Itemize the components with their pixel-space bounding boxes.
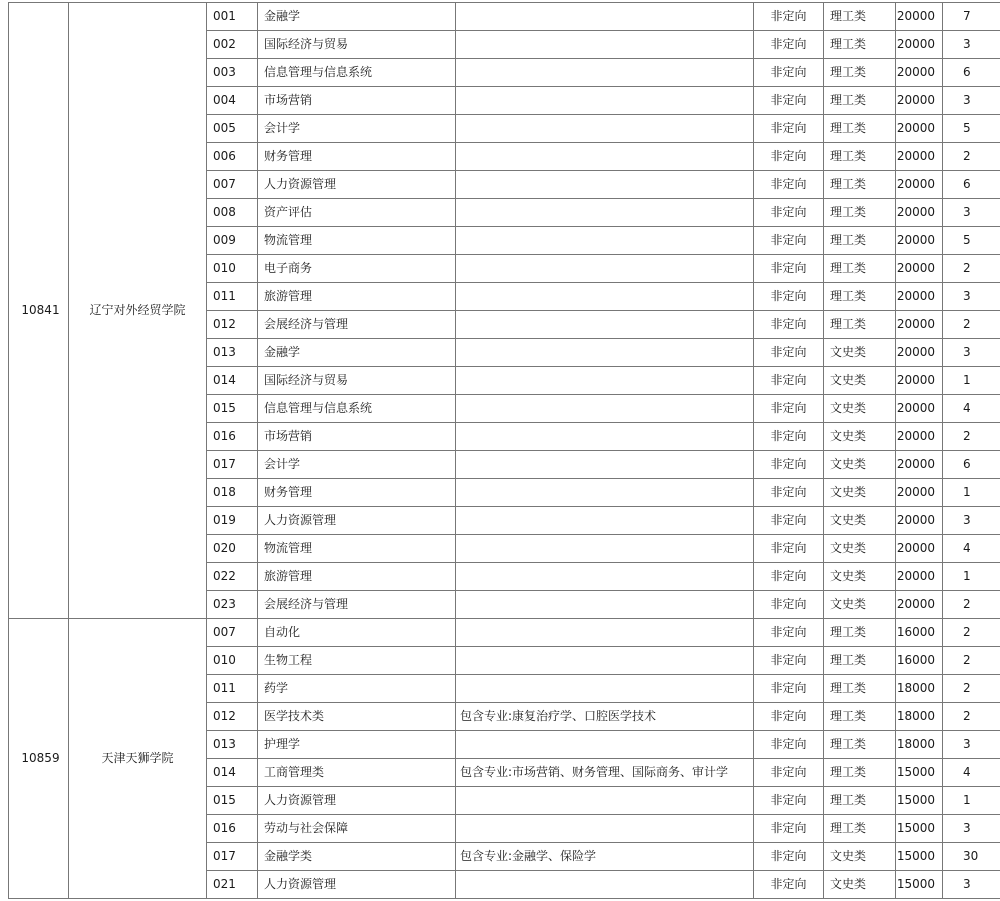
plan-type-cell: 非定向 xyxy=(754,619,824,647)
major-code-cell: 017 xyxy=(207,451,258,479)
plan-type-cell: 非定向 xyxy=(754,787,824,815)
major-name-cell: 人力资源管理 xyxy=(258,171,456,199)
major-code-cell: 016 xyxy=(207,423,258,451)
major-note-cell xyxy=(456,815,754,843)
subject-category-cell: 文史类 xyxy=(824,871,896,899)
tuition-cell: 16000 xyxy=(896,647,943,675)
major-note-cell xyxy=(456,311,754,339)
institution-name-cell: 辽宁对外经贸学院 xyxy=(69,3,207,619)
plan-type-cell: 非定向 xyxy=(754,451,824,479)
major-name-cell: 药学 xyxy=(258,675,456,703)
tuition-cell: 20000 xyxy=(896,283,943,311)
major-note-cell xyxy=(456,423,754,451)
plan-type-cell: 非定向 xyxy=(754,759,824,787)
tuition-cell: 20000 xyxy=(896,255,943,283)
subject-category-cell: 理工类 xyxy=(824,311,896,339)
major-note-cell xyxy=(456,479,754,507)
subject-category-cell: 理工类 xyxy=(824,619,896,647)
quota-cell: 3 xyxy=(943,871,1000,899)
plan-type-cell: 非定向 xyxy=(754,199,824,227)
plan-type-cell: 非定向 xyxy=(754,591,824,619)
plan-type-cell: 非定向 xyxy=(754,507,824,535)
plan-type-cell: 非定向 xyxy=(754,115,824,143)
quota-cell: 3 xyxy=(943,31,1000,59)
subject-category-cell: 理工类 xyxy=(824,283,896,311)
tuition-cell: 20000 xyxy=(896,3,943,31)
subject-category-cell: 理工类 xyxy=(824,3,896,31)
tuition-cell: 20000 xyxy=(896,171,943,199)
major-code-cell: 001 xyxy=(207,3,258,31)
subject-category-cell: 文史类 xyxy=(824,535,896,563)
major-code-cell: 021 xyxy=(207,871,258,899)
subject-category-cell: 文史类 xyxy=(824,451,896,479)
tuition-cell: 20000 xyxy=(896,115,943,143)
major-name-cell: 金融学 xyxy=(258,3,456,31)
major-name-cell: 会展经济与管理 xyxy=(258,591,456,619)
plan-type-cell: 非定向 xyxy=(754,311,824,339)
tuition-cell: 15000 xyxy=(896,871,943,899)
major-code-cell: 003 xyxy=(207,59,258,87)
quota-cell: 6 xyxy=(943,171,1000,199)
major-note-cell xyxy=(456,591,754,619)
major-code-cell: 012 xyxy=(207,311,258,339)
table-row xyxy=(9,3,1000,31)
subject-category-cell: 理工类 xyxy=(824,227,896,255)
subject-category-cell: 理工类 xyxy=(824,31,896,59)
major-name-cell: 旅游管理 xyxy=(258,563,456,591)
subject-category-cell: 理工类 xyxy=(824,703,896,731)
major-code-cell: 013 xyxy=(207,731,258,759)
quota-cell: 3 xyxy=(943,507,1000,535)
major-name-cell: 金融学 xyxy=(258,339,456,367)
subject-category-cell: 文史类 xyxy=(824,479,896,507)
quota-cell: 3 xyxy=(943,339,1000,367)
major-code-cell: 005 xyxy=(207,115,258,143)
plan-type-cell: 非定向 xyxy=(754,255,824,283)
quota-cell: 2 xyxy=(943,591,1000,619)
subject-category-cell: 文史类 xyxy=(824,367,896,395)
subject-category-cell: 理工类 xyxy=(824,255,896,283)
major-name-cell: 国际经济与贸易 xyxy=(258,367,456,395)
plan-type-cell: 非定向 xyxy=(754,731,824,759)
major-code-cell: 002 xyxy=(207,31,258,59)
quota-cell: 1 xyxy=(943,787,1000,815)
quota-cell: 2 xyxy=(943,143,1000,171)
major-name-cell: 财务管理 xyxy=(258,143,456,171)
tuition-cell: 18000 xyxy=(896,703,943,731)
tuition-cell: 18000 xyxy=(896,731,943,759)
major-note-cell: 包含专业:市场营销、财务管理、国际商务、审计学 xyxy=(456,759,754,787)
quota-cell: 1 xyxy=(943,563,1000,591)
plan-type-cell: 非定向 xyxy=(754,31,824,59)
quota-cell: 2 xyxy=(943,675,1000,703)
major-name-cell: 国际经济与贸易 xyxy=(258,31,456,59)
tuition-cell: 20000 xyxy=(896,423,943,451)
tuition-cell: 20000 xyxy=(896,143,943,171)
plan-type-cell: 非定向 xyxy=(754,815,824,843)
quota-cell: 4 xyxy=(943,535,1000,563)
major-name-cell: 人力资源管理 xyxy=(258,787,456,815)
plan-type-cell: 非定向 xyxy=(754,171,824,199)
admission-plan-table xyxy=(8,2,1000,899)
major-note-cell xyxy=(456,871,754,899)
tuition-cell: 20000 xyxy=(896,227,943,255)
major-note-cell xyxy=(456,451,754,479)
major-note-cell xyxy=(456,619,754,647)
major-code-cell: 007 xyxy=(207,171,258,199)
quota-cell: 4 xyxy=(943,759,1000,787)
plan-type-cell: 非定向 xyxy=(754,535,824,563)
major-note-cell xyxy=(456,199,754,227)
major-code-cell: 018 xyxy=(207,479,258,507)
tuition-cell: 20000 xyxy=(896,59,943,87)
plan-type-cell: 非定向 xyxy=(754,479,824,507)
major-note-cell xyxy=(456,59,754,87)
major-note-cell xyxy=(456,339,754,367)
institution-code-cell: 10859 xyxy=(9,619,69,899)
tuition-cell: 15000 xyxy=(896,843,943,871)
subject-category-cell: 文史类 xyxy=(824,591,896,619)
plan-type-cell: 非定向 xyxy=(754,647,824,675)
major-note-cell xyxy=(456,283,754,311)
subject-category-cell: 理工类 xyxy=(824,787,896,815)
major-name-cell: 金融学类 xyxy=(258,843,456,871)
plan-type-cell: 非定向 xyxy=(754,59,824,87)
subject-category-cell: 理工类 xyxy=(824,143,896,171)
subject-category-cell: 理工类 xyxy=(824,87,896,115)
major-name-cell: 资产评估 xyxy=(258,199,456,227)
plan-type-cell: 非定向 xyxy=(754,367,824,395)
major-code-cell: 011 xyxy=(207,675,258,703)
quota-cell: 2 xyxy=(943,255,1000,283)
tuition-cell: 20000 xyxy=(896,535,943,563)
subject-category-cell: 理工类 xyxy=(824,115,896,143)
tuition-cell: 20000 xyxy=(896,507,943,535)
major-name-cell: 会计学 xyxy=(258,451,456,479)
major-note-cell: 包含专业:金融学、保险学 xyxy=(456,843,754,871)
major-name-cell: 物流管理 xyxy=(258,227,456,255)
subject-category-cell: 理工类 xyxy=(824,731,896,759)
major-note-cell xyxy=(456,31,754,59)
plan-type-cell: 非定向 xyxy=(754,675,824,703)
plan-type-cell: 非定向 xyxy=(754,871,824,899)
quota-cell: 5 xyxy=(943,227,1000,255)
major-note-cell xyxy=(456,535,754,563)
table-row xyxy=(9,619,1000,647)
major-name-cell: 自动化 xyxy=(258,619,456,647)
tuition-cell: 20000 xyxy=(896,367,943,395)
major-note-cell xyxy=(456,675,754,703)
major-note-cell xyxy=(456,87,754,115)
major-name-cell: 会展经济与管理 xyxy=(258,311,456,339)
quota-cell: 6 xyxy=(943,59,1000,87)
institution-code-cell: 10841 xyxy=(9,3,69,619)
subject-category-cell: 理工类 xyxy=(824,815,896,843)
major-note-cell xyxy=(456,367,754,395)
quota-cell: 30 xyxy=(943,843,1000,871)
tuition-cell: 18000 xyxy=(896,675,943,703)
major-code-cell: 014 xyxy=(207,367,258,395)
quota-cell: 2 xyxy=(943,703,1000,731)
tuition-cell: 20000 xyxy=(896,339,943,367)
tuition-cell: 16000 xyxy=(896,619,943,647)
major-code-cell: 016 xyxy=(207,815,258,843)
quota-cell: 6 xyxy=(943,451,1000,479)
plan-type-cell: 非定向 xyxy=(754,283,824,311)
subject-category-cell: 文史类 xyxy=(824,563,896,591)
subject-category-cell: 理工类 xyxy=(824,647,896,675)
quota-cell: 2 xyxy=(943,647,1000,675)
plan-type-cell: 非定向 xyxy=(754,563,824,591)
major-name-cell: 人力资源管理 xyxy=(258,507,456,535)
plan-type-cell: 非定向 xyxy=(754,143,824,171)
major-note-cell xyxy=(456,395,754,423)
major-name-cell: 工商管理类 xyxy=(258,759,456,787)
quota-cell: 5 xyxy=(943,115,1000,143)
major-name-cell: 旅游管理 xyxy=(258,283,456,311)
tuition-cell: 20000 xyxy=(896,451,943,479)
major-note-cell xyxy=(456,787,754,815)
subject-category-cell: 文史类 xyxy=(824,507,896,535)
quota-cell: 1 xyxy=(943,479,1000,507)
plan-type-cell: 非定向 xyxy=(754,843,824,871)
major-name-cell: 医学技术类 xyxy=(258,703,456,731)
institution-name-cell: 天津天狮学院 xyxy=(69,619,207,899)
tuition-cell: 20000 xyxy=(896,31,943,59)
plan-type-cell: 非定向 xyxy=(754,423,824,451)
tuition-cell: 15000 xyxy=(896,759,943,787)
subject-category-cell: 理工类 xyxy=(824,199,896,227)
quota-cell: 3 xyxy=(943,283,1000,311)
subject-category-cell: 文史类 xyxy=(824,423,896,451)
major-code-cell: 014 xyxy=(207,759,258,787)
major-code-cell: 019 xyxy=(207,507,258,535)
major-note-cell: 包含专业:康复治疗学、口腔医学技术 xyxy=(456,703,754,731)
major-note-cell xyxy=(456,3,754,31)
quota-cell: 3 xyxy=(943,731,1000,759)
major-name-cell: 生物工程 xyxy=(258,647,456,675)
quota-cell: 2 xyxy=(943,423,1000,451)
major-name-cell: 财务管理 xyxy=(258,479,456,507)
quota-cell: 4 xyxy=(943,395,1000,423)
major-code-cell: 017 xyxy=(207,843,258,871)
tuition-cell: 20000 xyxy=(896,199,943,227)
major-code-cell: 010 xyxy=(207,255,258,283)
major-note-cell xyxy=(456,563,754,591)
major-note-cell xyxy=(456,647,754,675)
plan-type-cell: 非定向 xyxy=(754,703,824,731)
major-name-cell: 劳动与社会保障 xyxy=(258,815,456,843)
major-code-cell: 007 xyxy=(207,619,258,647)
quota-cell: 7 xyxy=(943,3,1000,31)
major-name-cell: 人力资源管理 xyxy=(258,871,456,899)
plan-type-cell: 非定向 xyxy=(754,395,824,423)
major-name-cell: 护理学 xyxy=(258,731,456,759)
plan-type-cell: 非定向 xyxy=(754,87,824,115)
major-code-cell: 015 xyxy=(207,395,258,423)
major-note-cell xyxy=(456,171,754,199)
major-code-cell: 022 xyxy=(207,563,258,591)
tuition-cell: 20000 xyxy=(896,395,943,423)
tuition-cell: 20000 xyxy=(896,591,943,619)
quota-cell: 1 xyxy=(943,367,1000,395)
major-name-cell: 信息管理与信息系统 xyxy=(258,395,456,423)
major-note-cell xyxy=(456,227,754,255)
subject-category-cell: 文史类 xyxy=(824,339,896,367)
major-code-cell: 011 xyxy=(207,283,258,311)
plan-type-cell: 非定向 xyxy=(754,3,824,31)
quota-cell: 3 xyxy=(943,815,1000,843)
major-code-cell: 020 xyxy=(207,535,258,563)
tuition-cell: 20000 xyxy=(896,311,943,339)
tuition-cell: 15000 xyxy=(896,787,943,815)
major-note-cell xyxy=(456,115,754,143)
major-code-cell: 010 xyxy=(207,647,258,675)
tuition-cell: 20000 xyxy=(896,479,943,507)
major-code-cell: 013 xyxy=(207,339,258,367)
tuition-cell: 15000 xyxy=(896,815,943,843)
subject-category-cell: 理工类 xyxy=(824,59,896,87)
quota-cell: 2 xyxy=(943,619,1000,647)
major-name-cell: 市场营销 xyxy=(258,87,456,115)
major-code-cell: 006 xyxy=(207,143,258,171)
major-note-cell xyxy=(456,255,754,283)
subject-category-cell: 文史类 xyxy=(824,395,896,423)
subject-category-cell: 理工类 xyxy=(824,171,896,199)
major-name-cell: 信息管理与信息系统 xyxy=(258,59,456,87)
major-note-cell xyxy=(456,143,754,171)
major-code-cell: 008 xyxy=(207,199,258,227)
major-name-cell: 电子商务 xyxy=(258,255,456,283)
subject-category-cell: 理工类 xyxy=(824,675,896,703)
major-code-cell: 012 xyxy=(207,703,258,731)
major-code-cell: 004 xyxy=(207,87,258,115)
quota-cell: 3 xyxy=(943,87,1000,115)
quota-cell: 2 xyxy=(943,311,1000,339)
major-note-cell xyxy=(456,507,754,535)
tuition-cell: 20000 xyxy=(896,563,943,591)
quota-cell: 3 xyxy=(943,199,1000,227)
major-name-cell: 会计学 xyxy=(258,115,456,143)
plan-type-cell: 非定向 xyxy=(754,227,824,255)
tuition-cell: 20000 xyxy=(896,87,943,115)
major-code-cell: 009 xyxy=(207,227,258,255)
major-name-cell: 物流管理 xyxy=(258,535,456,563)
plan-type-cell: 非定向 xyxy=(754,339,824,367)
major-code-cell: 015 xyxy=(207,787,258,815)
subject-category-cell: 文史类 xyxy=(824,843,896,871)
major-name-cell: 市场营销 xyxy=(258,423,456,451)
major-note-cell xyxy=(456,731,754,759)
major-code-cell: 023 xyxy=(207,591,258,619)
subject-category-cell: 理工类 xyxy=(824,759,896,787)
